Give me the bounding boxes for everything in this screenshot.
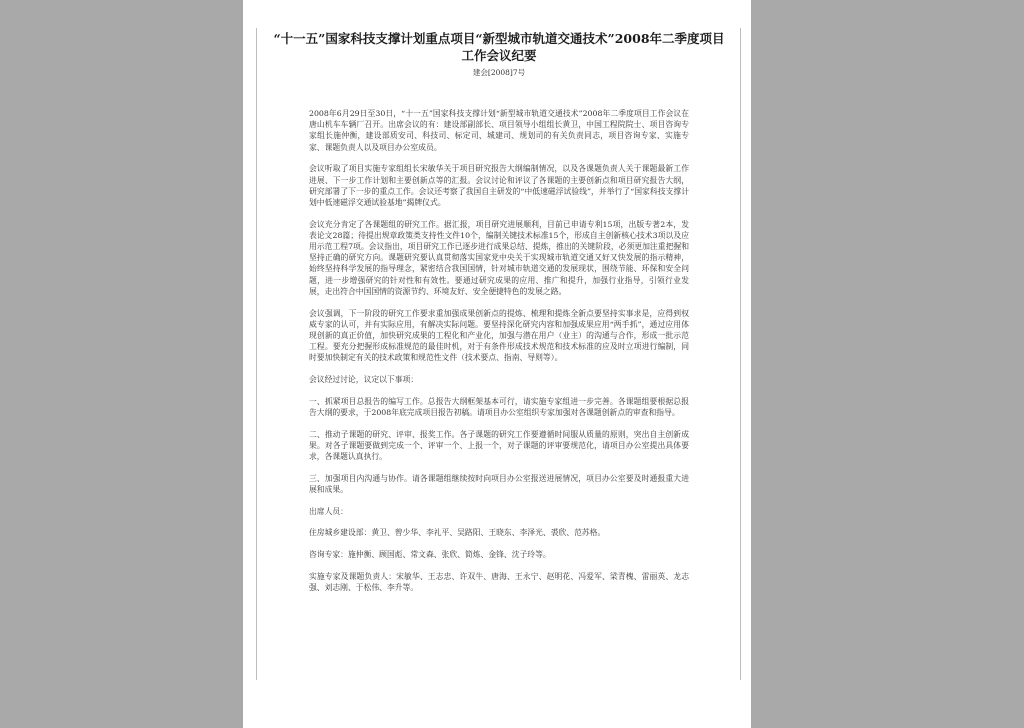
paragraph-decisions-intro: 会议经过讨论，议定以下事项：	[309, 375, 419, 385]
paragraph-decision-1: 一、抓紧项目总报告的编写工作。总报告大纲框架基本可行，请实施专家组进一步完善。各课题组要根据总报告大纲的要求，于2008年底完成项目报告初稿。请项目办公室组织专家加强对各课题创新点的审查和指导。	[309, 396, 689, 417]
document-number: 建会[2008]7号	[472, 68, 526, 77]
paragraph-progress: 会议充分肯定了各课题组的研究工作。据汇报，项目研究进展顺利，目前已申请专利15项，出版专著2本，发表论文28篇；待提出规章政策类支持性文件10个，编制关键技术标准15个，形成自主创新核心技术3项以及应用示范工程7项。会议指出，项目研究工作已逐步进行成果总结、提炼，推出的关键阶段，必须更加注重把握和坚持正确的研究方向。课题研究要认真贯彻落实国家党中央关于实现城市轨道交通又好又快发展的指示精神，始终坚持科学发展的指导理念，紧密结合我国国情，针对城市轨道交通的发展现状，围绕节能、环保和安全问题，进一步增强研究的针对性和有效性。要通过研究成果的应用、推广和提升，加强行业指导，引领行业发展，走出符合中国国情的资源节约、环境友好、安全便捷特色的发展之路。	[309, 219, 689, 296]
paragraph-attendees-ministry: 住房城乡建设部：黄卫、曾少华、李礼平、吴路阳、王晓东、李泽光、裘欣、范苏格。	[309, 528, 606, 538]
paragraph-emphasis: 会议强调，下一阶段的研究工作要求重加强成果创新点的提炼、梳理和提炼全新点要坚持实事求是，应得到权威专家的认可，并有实际应用，有解决实际问题。要坚持深化研究内容和加强成果应用“两手抓”，通过应用体现创新的真正价值，加快研究成果的工程化和产业化，加强与潜在用户（业主）的沟通与合作，形成一批示范工程。要充分把握形成标准规范的最佳时机，对于有条件形成技术规范和技术标准的应及时立项进行编制，同时要加快制定有关的技术政策和规范性文件（技术要点、指南、导则等）。	[309, 308, 689, 363]
page-border-left	[256, 28, 257, 680]
paragraph-attendees-heading: 出席人员：	[309, 506, 348, 516]
paragraph-meeting-intro: 2008年6月29日至30日，“十一五”国家科技支撑计划“新型城市轨道交通技术”2008年二季度项目工作会议在唐山机车车辆厂召开。出席会议的有：建设部副部长、项目领导小组组长黄卫，中国工程院院士、项目咨询专家组长施仲衡，建设部质安司、科技司、标定司、城建司、规划司的有关负责同志，项目咨询专家、实施专家、课题负责人以及项目办公室成员。	[309, 109, 689, 152]
document-title: “十一五”国家科技支撑计划重点项目“新型城市轨道交通技术”2008年二季度项目工作会议纪要	[273, 31, 725, 63]
paragraph-attendees-experts: 实施专家及课题负责人：宋敏华、王志忠、许双牛、唐海、王永宁、赵明花、冯爱军、梁青槐、雷丽英、龙志强、刘志刚、于松伟、李升等。	[309, 571, 689, 592]
document-body	[309, 108, 689, 604]
paragraph-decision-2: 二、推动子课题的研究、评审、报奖工作。各子课题的研究工作要遵循时间服从质量的原则，突出自主创新成果。对各子课题要做到完成一个、评审一个、上报一个，对子课题的评审要规范化，请项目办公室提出具体要求，各课题认真执行。	[309, 429, 689, 462]
page-border-right	[740, 28, 741, 680]
paragraph-reports: 会议听取了项目实施专家组组长宋敏华关于项目研究报告大纲编制情况，以及各课题负责人关于课题最新工作进展、下一步工作计划和主要创新点等的汇报。会议讨论和评议了各课题的主要创新点和项目研究报告大纲，研究部署了下一步的重点工作。会议还考察了我国自主研发的“中低速磁浮试验线”，并举行了“国家科技支撑计划中低速磁浮交通试验基地”揭牌仪式。	[309, 164, 689, 207]
paragraph-decision-3: 三、加强项目内沟通与协作。请各课题组继续按时向项目办公室报送进展情况，项目办公室要及时通报重大进展和成果。	[309, 473, 689, 494]
paragraph-attendees-consultants: 咨询专家：施仲衡、顾国彪、常文森、张欣、简炼、金锋、沈子玲等。	[309, 550, 551, 560]
